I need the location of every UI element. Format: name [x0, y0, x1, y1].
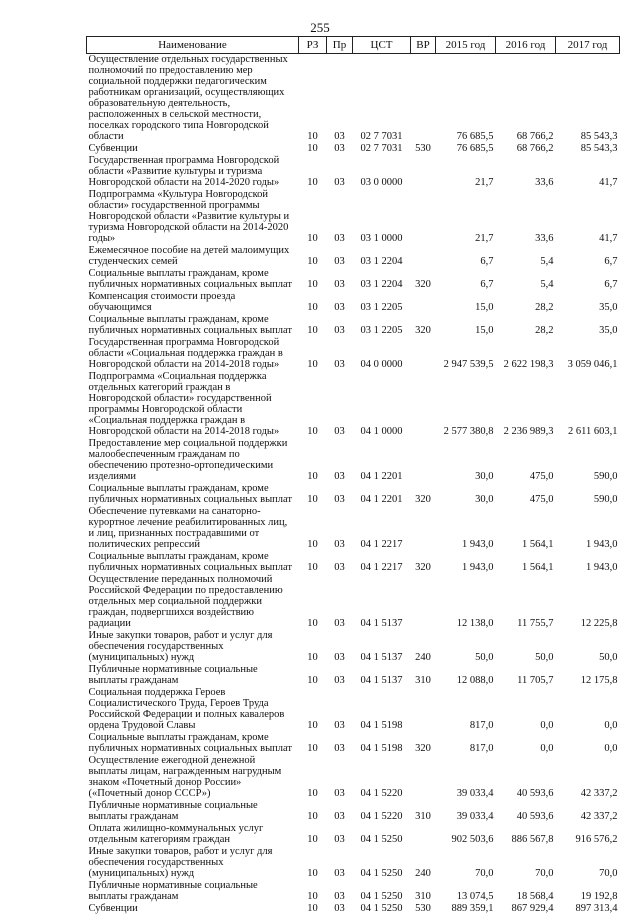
header-2017: 2017 год	[556, 37, 620, 54]
cell-pr: 03	[327, 371, 353, 438]
cell-2016: 5,4	[496, 245, 556, 268]
table-row	[87, 880, 620, 903]
table-row	[87, 54, 620, 144]
cell-rz: 10	[299, 551, 327, 574]
cell-name: Иные закупки товаров, работ и услуг для обеспечения государственных (муниципальных) нужд	[87, 630, 299, 664]
cell-pr: 03	[327, 880, 353, 903]
cell-rz: 10	[299, 574, 327, 630]
cell-rz: 10	[299, 903, 327, 915]
cell-name: Субвенции	[87, 903, 299, 915]
cell-pr: 03	[327, 155, 353, 189]
cell-pr: 03	[327, 823, 353, 846]
cell-name: Социальные выплаты гражданам, кроме публичных нормативных социальных выплат	[87, 551, 299, 574]
cell-pr: 03	[327, 800, 353, 823]
table-row	[87, 755, 620, 800]
cell-cst: 02 7 7031	[353, 143, 411, 155]
cell-pr: 03	[327, 574, 353, 630]
cell-cst: 04 1 2201	[353, 438, 411, 483]
cell-2017: 85 543,3	[556, 143, 620, 155]
cell-2016: 11 705,7	[496, 664, 556, 687]
cell-2016: 1 564,1	[496, 551, 556, 574]
cell-2015: 39 033,4	[436, 755, 496, 800]
header-2016: 2016 год	[496, 37, 556, 54]
cell-2016: 475,0	[496, 483, 556, 506]
cell-cst: 03 1 0000	[353, 189, 411, 245]
cell-cst: 03 1 2204	[353, 268, 411, 291]
cell-2015: 39 033,4	[436, 800, 496, 823]
cell-2016: 867 929,4	[496, 903, 556, 915]
cell-name: Осуществление ежегодной денежной выплаты лицам, награжденным нагрудным знаком «Почетный донор России» («Почетный донор СССР»)	[87, 755, 299, 800]
cell-name: Государственная программа Новгородской области «Развитие культуры и туризма Новгородской области на 2014-2020 годы»	[87, 155, 299, 189]
cell-2015: 1 943,0	[436, 551, 496, 574]
cell-2016: 33,6	[496, 189, 556, 245]
cell-name: Подпрограмма «Культура Новгородской области» государственной программы Новгородской области «Развитие культуры и туризма Новгородской области на 2014-2020 годы»	[87, 189, 299, 245]
cell-2016: 18 568,4	[496, 880, 556, 903]
cell-2017: 12 225,8	[556, 574, 620, 630]
cell-pr: 03	[327, 687, 353, 732]
cell-vr	[411, 438, 436, 483]
cell-name: Социальные выплаты гражданам, кроме публичных нормативных социальных выплат	[87, 732, 299, 755]
cell-cst: 03 1 2204	[353, 245, 411, 268]
cell-2016: 50,0	[496, 630, 556, 664]
header-rz: РЗ	[299, 37, 327, 54]
table-row	[87, 155, 620, 189]
cell-name: Обеспечение путевками на санаторно-курортное лечение реабилитированных лиц, и лиц, признанных пострадавшими от политических репрессий	[87, 506, 299, 551]
cell-name: Публичные нормативные социальные выплаты гражданам	[87, 664, 299, 687]
cell-2017: 41,7	[556, 155, 620, 189]
cell-rz: 10	[299, 54, 327, 144]
table-row	[87, 732, 620, 755]
cell-2016: 0,0	[496, 687, 556, 732]
cell-name: Социальные выплаты гражданам, кроме публичных нормативных социальных выплат	[87, 268, 299, 291]
cell-pr: 03	[327, 506, 353, 551]
cell-cst: 04 1 5220	[353, 800, 411, 823]
cell-2016: 40 593,6	[496, 800, 556, 823]
cell-2016: 475,0	[496, 438, 556, 483]
cell-2017: 6,7	[556, 268, 620, 291]
cell-pr: 03	[327, 438, 353, 483]
cell-2015: 6,7	[436, 268, 496, 291]
cell-vr	[411, 155, 436, 189]
cell-rz: 10	[299, 438, 327, 483]
cell-vr	[411, 189, 436, 245]
cell-vr: 320	[411, 732, 436, 755]
cell-cst: 04 1 2201	[353, 483, 411, 506]
cell-2017: 42 337,2	[556, 755, 620, 800]
cell-rz: 10	[299, 314, 327, 337]
table-row	[87, 574, 620, 630]
cell-name: Иные закупки товаров, работ и услуг для обеспечения государственных (муниципальных) нужд	[87, 846, 299, 880]
cell-2017: 0,0	[556, 732, 620, 755]
cell-pr: 03	[327, 337, 353, 371]
cell-2016: 2 236 989,3	[496, 371, 556, 438]
page-number: 255	[0, 20, 640, 36]
cell-name: Субвенции	[87, 143, 299, 155]
budget-table	[86, 36, 620, 915]
cell-vr: 320	[411, 483, 436, 506]
cell-cst: 02 7 7031	[353, 54, 411, 144]
cell-name: Социальные выплаты гражданам, кроме публичных нормативных социальных выплат	[87, 483, 299, 506]
cell-name: Предоставление мер социальной поддержки малообеспеченным гражданам по обеспечению протезно-ортопедическими изделиями	[87, 438, 299, 483]
cell-2017: 590,0	[556, 438, 620, 483]
cell-vr: 310	[411, 800, 436, 823]
cell-vr: 240	[411, 630, 436, 664]
cell-2016: 11 755,7	[496, 574, 556, 630]
cell-2017: 1 943,0	[556, 551, 620, 574]
cell-name: Публичные нормативные социальные выплаты гражданам	[87, 880, 299, 903]
cell-2017: 2 611 603,1	[556, 371, 620, 438]
cell-cst: 04 1 2217	[353, 551, 411, 574]
cell-rz: 10	[299, 664, 327, 687]
table-row	[87, 551, 620, 574]
cell-2015: 6,7	[436, 245, 496, 268]
cell-2016: 1 564,1	[496, 506, 556, 551]
cell-2016: 28,2	[496, 314, 556, 337]
table-row	[87, 630, 620, 664]
cell-rz: 10	[299, 880, 327, 903]
table-row	[87, 438, 620, 483]
cell-vr	[411, 245, 436, 268]
cell-vr: 320	[411, 551, 436, 574]
cell-2017: 1 943,0	[556, 506, 620, 551]
cell-2015: 76 685,5	[436, 54, 496, 144]
cell-vr	[411, 337, 436, 371]
cell-pr: 03	[327, 143, 353, 155]
cell-pr: 03	[327, 291, 353, 314]
cell-2015: 15,0	[436, 314, 496, 337]
cell-cst: 04 1 5250	[353, 823, 411, 846]
cell-2017: 35,0	[556, 291, 620, 314]
cell-cst: 04 1 5198	[353, 732, 411, 755]
cell-2016: 68 766,2	[496, 143, 556, 155]
cell-2015: 15,0	[436, 291, 496, 314]
cell-2015: 30,0	[436, 483, 496, 506]
cell-vr	[411, 291, 436, 314]
header-2015: 2015 год	[436, 37, 496, 54]
cell-name: Подпрограмма «Социальная поддержка отдельных категорий граждан в Новгородской области» государственной программы Новгородской области «Социальная поддержка граждан в Новгородской области на 2014-2018 годы»	[87, 371, 299, 438]
cell-rz: 10	[299, 823, 327, 846]
cell-2016: 2 622 198,3	[496, 337, 556, 371]
cell-2017: 916 576,2	[556, 823, 620, 846]
cell-2017: 0,0	[556, 687, 620, 732]
header-cst: ЦСТ	[353, 37, 411, 54]
table-row	[87, 846, 620, 880]
cell-rz: 10	[299, 291, 327, 314]
header-name: Наименование	[87, 37, 299, 54]
table-row	[87, 371, 620, 438]
cell-vr: 530	[411, 903, 436, 915]
cell-2017: 42 337,2	[556, 800, 620, 823]
cell-2016: 5,4	[496, 268, 556, 291]
cell-2015: 30,0	[436, 438, 496, 483]
table-row	[87, 800, 620, 823]
cell-2016: 886 567,8	[496, 823, 556, 846]
cell-rz: 10	[299, 755, 327, 800]
table-row	[87, 483, 620, 506]
cell-cst: 04 1 2217	[353, 506, 411, 551]
cell-2017: 50,0	[556, 630, 620, 664]
cell-2015: 1 943,0	[436, 506, 496, 551]
cell-pr: 03	[327, 551, 353, 574]
cell-cst: 04 1 5137	[353, 664, 411, 687]
cell-rz: 10	[299, 630, 327, 664]
cell-pr: 03	[327, 903, 353, 915]
cell-cst: 04 1 5198	[353, 687, 411, 732]
cell-2017: 35,0	[556, 314, 620, 337]
cell-name: Оплата жилищно-коммунальных услуг отдельным категориям граждан	[87, 823, 299, 846]
cell-rz: 10	[299, 506, 327, 551]
cell-2016: 33,6	[496, 155, 556, 189]
cell-vr: 530	[411, 143, 436, 155]
cell-2016: 68 766,2	[496, 54, 556, 144]
cell-name: Ежемесячное пособие на детей малоимущих студенческих семей	[87, 245, 299, 268]
cell-pr: 03	[327, 732, 353, 755]
cell-rz: 10	[299, 189, 327, 245]
cell-rz: 10	[299, 371, 327, 438]
cell-2016: 28,2	[496, 291, 556, 314]
header-pr: Пр	[327, 37, 353, 54]
cell-rz: 10	[299, 846, 327, 880]
cell-2016: 40 593,6	[496, 755, 556, 800]
cell-cst: 04 0 0000	[353, 337, 411, 371]
cell-name: Государственная программа Новгородской области «Социальная поддержка граждан в Новгородской области на 2014-2018 годы»	[87, 337, 299, 371]
cell-pr: 03	[327, 268, 353, 291]
cell-cst: 04 1 5220	[353, 755, 411, 800]
cell-pr: 03	[327, 189, 353, 245]
cell-vr: 240	[411, 846, 436, 880]
cell-cst: 03 1 2205	[353, 291, 411, 314]
cell-rz: 10	[299, 245, 327, 268]
cell-rz: 10	[299, 143, 327, 155]
cell-2015: 817,0	[436, 732, 496, 755]
cell-vr	[411, 687, 436, 732]
cell-cst: 04 1 5250	[353, 846, 411, 880]
cell-2017: 12 175,8	[556, 664, 620, 687]
cell-cst: 03 0 0000	[353, 155, 411, 189]
cell-2016: 70,0	[496, 846, 556, 880]
cell-vr: 310	[411, 880, 436, 903]
cell-2015: 50,0	[436, 630, 496, 664]
cell-vr	[411, 54, 436, 144]
cell-vr	[411, 506, 436, 551]
header-vr: ВР	[411, 37, 436, 54]
cell-rz: 10	[299, 687, 327, 732]
cell-name: Компенсация стоимости проезда обучающимся	[87, 291, 299, 314]
cell-2015: 12 088,0	[436, 664, 496, 687]
cell-vr: 320	[411, 268, 436, 291]
cell-cst: 03 1 2205	[353, 314, 411, 337]
table-row	[87, 291, 620, 314]
cell-name: Осуществление отдельных государственных полномочий по предоставлению мер социальной поддержки педагогическим работникам организаций, осуществляющих образовательную деятельность, расположенных в сельской местности, поселках городского типа Новгородской области	[87, 54, 299, 144]
cell-2017: 590,0	[556, 483, 620, 506]
table-row	[87, 314, 620, 337]
cell-2017: 41,7	[556, 189, 620, 245]
table-header-row	[87, 37, 620, 54]
cell-cst: 04 1 5250	[353, 903, 411, 915]
table-row	[87, 664, 620, 687]
cell-2015: 21,7	[436, 189, 496, 245]
cell-pr: 03	[327, 483, 353, 506]
cell-rz: 10	[299, 483, 327, 506]
cell-2015: 76 685,5	[436, 143, 496, 155]
cell-vr	[411, 823, 436, 846]
cell-cst: 04 1 5250	[353, 880, 411, 903]
cell-2015: 817,0	[436, 687, 496, 732]
cell-vr: 310	[411, 664, 436, 687]
cell-name: Социальные выплаты гражданам, кроме публичных нормативных социальных выплат	[87, 314, 299, 337]
table-row	[87, 823, 620, 846]
cell-pr: 03	[327, 245, 353, 268]
cell-2015: 2 577 380,8	[436, 371, 496, 438]
cell-2017: 3 059 046,1	[556, 337, 620, 371]
cell-2017: 70,0	[556, 846, 620, 880]
cell-2017: 897 313,4	[556, 903, 620, 915]
cell-cst: 04 1 0000	[353, 371, 411, 438]
cell-2015: 889 359,1	[436, 903, 496, 915]
cell-2015: 70,0	[436, 846, 496, 880]
cell-vr	[411, 371, 436, 438]
cell-2015: 12 138,0	[436, 574, 496, 630]
cell-vr	[411, 574, 436, 630]
cell-name: Социальная поддержка Героев Социалистического Труда, Героев Труда Российской Федерации и полных кавалеров ордена Трудовой Славы	[87, 687, 299, 732]
cell-cst: 04 1 5137	[353, 630, 411, 664]
cell-pr: 03	[327, 314, 353, 337]
cell-2015: 13 074,5	[436, 880, 496, 903]
cell-pr: 03	[327, 54, 353, 144]
cell-pr: 03	[327, 846, 353, 880]
cell-rz: 10	[299, 337, 327, 371]
cell-2017: 19 192,8	[556, 880, 620, 903]
cell-rz: 10	[299, 732, 327, 755]
table-row	[87, 245, 620, 268]
cell-rz: 10	[299, 268, 327, 291]
table-row	[87, 268, 620, 291]
table-row	[87, 143, 620, 155]
table-row	[87, 337, 620, 371]
cell-cst: 04 1 5137	[353, 574, 411, 630]
cell-2015: 902 503,6	[436, 823, 496, 846]
cell-vr	[411, 755, 436, 800]
cell-pr: 03	[327, 630, 353, 664]
cell-pr: 03	[327, 755, 353, 800]
cell-pr: 03	[327, 664, 353, 687]
table-row	[87, 506, 620, 551]
cell-rz: 10	[299, 800, 327, 823]
cell-name: Осуществление переданных полномочий Российской Федерации по предоставлению отдельных мер социальной поддержки граждан, подвергшихся воздействию радиации	[87, 574, 299, 630]
cell-2017: 85 543,3	[556, 54, 620, 144]
table-row	[87, 687, 620, 732]
cell-vr: 320	[411, 314, 436, 337]
table-body	[87, 54, 620, 915]
cell-2015: 21,7	[436, 155, 496, 189]
cell-name: Публичные нормативные социальные выплаты гражданам	[87, 800, 299, 823]
cell-2016: 0,0	[496, 732, 556, 755]
cell-rz: 10	[299, 155, 327, 189]
cell-2015: 2 947 539,5	[436, 337, 496, 371]
table-row	[87, 189, 620, 245]
cell-2017: 6,7	[556, 245, 620, 268]
